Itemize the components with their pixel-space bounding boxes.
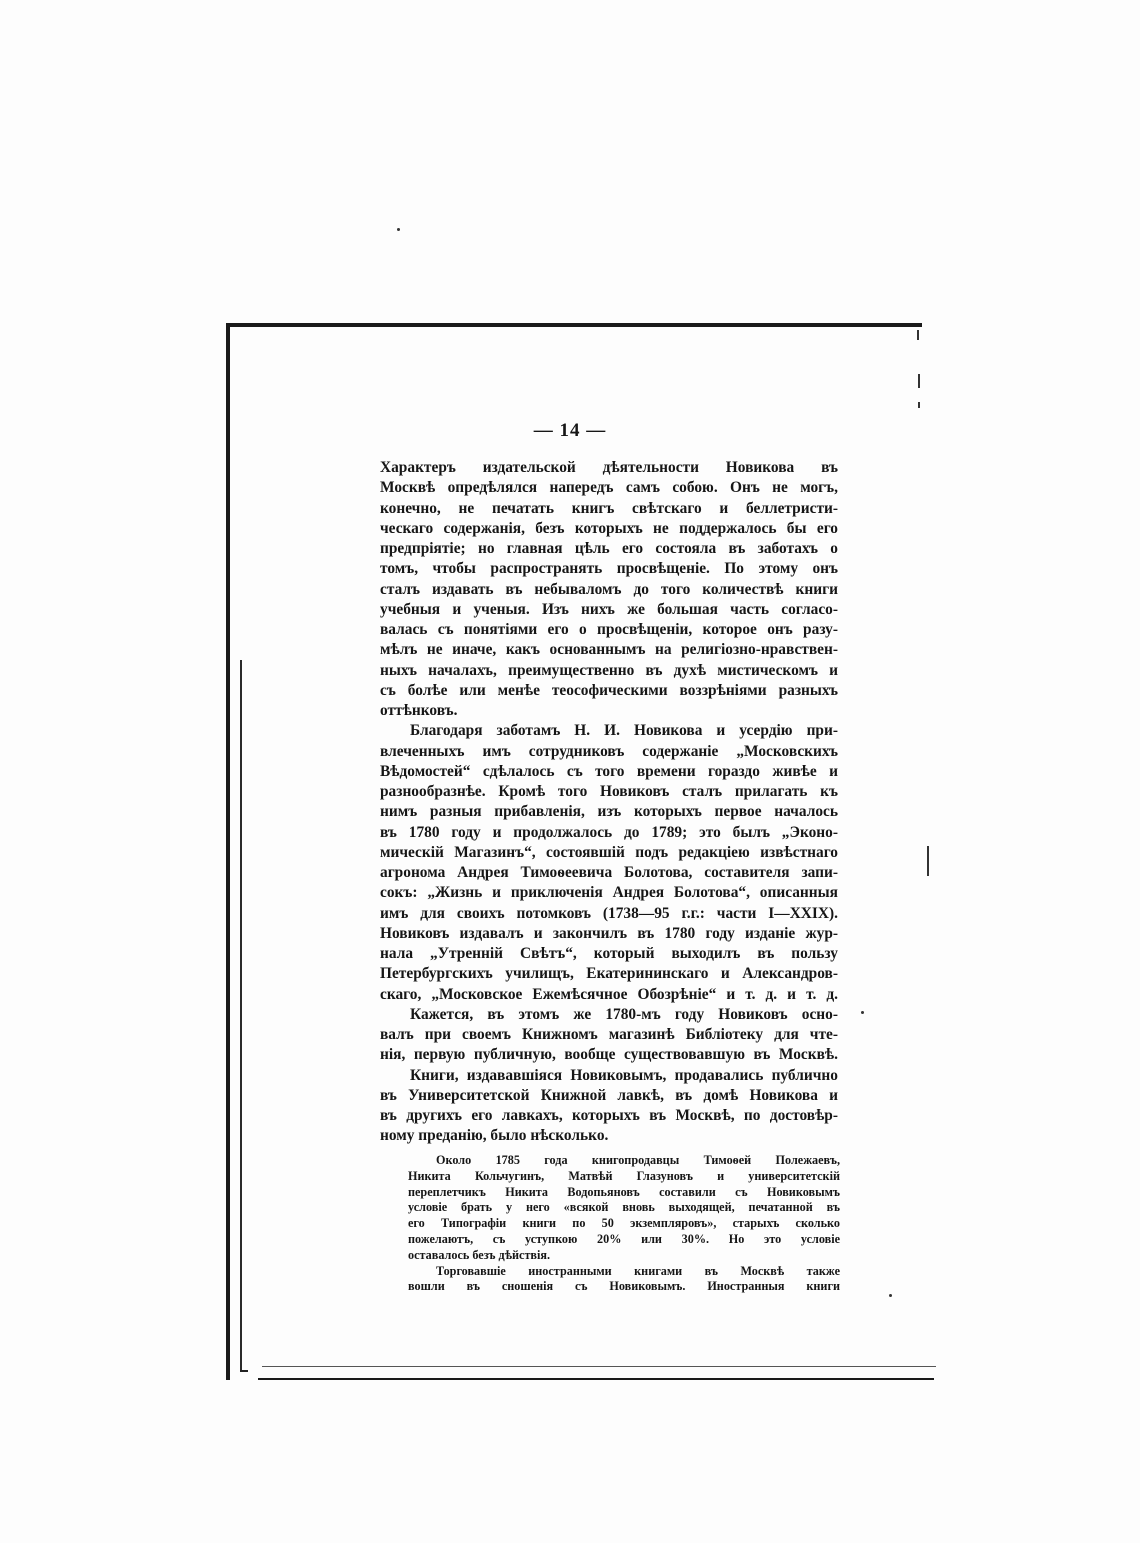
footnote-line: вошли въ сношенія съ Новиковымъ. Иностранныя книги <box>408 1279 840 1294</box>
paragraph <box>350 721 838 1005</box>
footnote <box>408 1153 840 1295</box>
text-line: въ 1780 году и продолжалось до 1789; это былъ „Эконо- <box>380 823 838 841</box>
text-line: агронома Андрея Тимоѳеевича Болотова, составителя запи- <box>380 864 838 881</box>
corner-mark <box>240 1370 248 1372</box>
page-frame-top <box>226 323 922 327</box>
paragraph <box>350 458 838 721</box>
text-line: скаго, „Московское Ежемѣсячное Обозрѣніе“ и т. д. и т. д. <box>380 985 838 1003</box>
text-line: Благодаря заботамъ Н. И. Новикова и усердію при- <box>410 722 838 740</box>
footnote-line: его Типографіи книги по 50 экземпляровъ», старыхъ сколько <box>408 1216 840 1231</box>
text-line: мическій Магазинъ“, состоявшій подъ редакціею извѣстнаго <box>380 843 838 861</box>
text-line: Новиковъ издавалъ и закончилъ въ 1780 году изданіе жур- <box>380 924 838 942</box>
speck <box>397 228 400 231</box>
text-line: учебныя и ученыя. Изъ нихъ же большая часть согласо- <box>380 600 838 618</box>
margin-mark <box>918 402 920 408</box>
text-line: разнообразнѣе. Кромѣ того Новиковъ сталъ прилагать къ <box>380 783 838 800</box>
text-line: сталъ издавать въ небываломъ до того количествѣ книги <box>380 580 838 598</box>
text-line: Москвѣ опредѣлялся напередъ самъ собою. Онъ не могъ, <box>380 479 838 497</box>
speck <box>861 1011 864 1014</box>
text-line: сокъ: „Жизнь и приключенія Андрея Болотова“, описанныя <box>380 884 838 902</box>
text-line: Кажется, въ этомъ же 1780-мъ году Новиковъ осно- <box>410 1005 838 1023</box>
text-line: ныхъ началахъ, преимущественно въ духѣ мистическомъ и <box>380 661 838 679</box>
text-line: нимъ разныя прибавленія, изъ которыхъ первое началось <box>380 803 838 821</box>
text-line: имъ для своихъ потомковъ (1738—95 г.г.: части I—XXIX). <box>380 904 838 922</box>
speck <box>889 1294 892 1297</box>
text-line: Вѣдомостей“ сдѣлалось съ того времени гораздо живѣе и <box>380 762 838 780</box>
page-number: — 14 — <box>533 420 607 441</box>
text-line: въ Университетской Книжной лавкѣ, въ домѣ Новикова и <box>380 1086 838 1104</box>
margin-mark <box>927 846 929 876</box>
text-line: предпріятіе; но главная цѣль его состояла въ заботахъ о <box>380 540 838 557</box>
footnote-line: Около 1785 года книгопродавцы Тимоѳей Полежаевъ, <box>436 1153 840 1167</box>
footnote-line: оставалось безъ дѣйствія. <box>408 1247 551 1262</box>
footnote-line: условіе брать у него «всякой вновь выходящей, печатанной въ <box>408 1200 840 1215</box>
footnote-line: переплетчикъ Никита Водопьяновъ составили съ Новиковымъ <box>408 1184 840 1199</box>
text-line: томъ, чтобы распространять просвѣщеніе. По этому онъ <box>380 560 838 578</box>
page-frame-left-inner <box>240 660 242 1372</box>
text-line: влеченныхъ имъ сотрудниковъ содержаніе „Московскихъ <box>380 742 838 760</box>
footnote-line: Торговавшіе иностранными книгами въ Москвѣ также <box>436 1263 840 1278</box>
text-line: валась съ понятіями его о просвѣщеніи, которое онъ разу- <box>380 621 838 638</box>
text-line: нія, первую публичную, вообще существовавшую въ Москвѣ. <box>380 1046 838 1064</box>
text-line: въ другихъ его лавкахъ, которыхъ въ Москвѣ, по достовѣр- <box>380 1107 838 1124</box>
text-line: съ болѣе или менѣе теософическими воззрѣніями разныхъ <box>380 681 838 699</box>
page-frame-bottom-inner <box>262 1366 936 1367</box>
page-frame-bottom <box>258 1378 934 1380</box>
text-line: нала „Утренній Свѣтъ“, который выходилъ въ пользу <box>380 945 838 962</box>
text-line: валъ при своемъ Книжномъ магазинѣ Библіотеку для чте- <box>380 1026 838 1043</box>
page-frame-left <box>226 323 230 1380</box>
text-line: оттѣнковъ. <box>380 702 458 719</box>
text-line: мѣлъ не иначе, какъ основаннымъ на религіозно-нравствен- <box>380 641 838 659</box>
text-line: Петербургскихъ училищъ, Екатерининскаго и Александров- <box>380 965 838 983</box>
text-line: конечно, не печатать книгъ свѣтскаго и беллетристи- <box>380 499 838 517</box>
text-line: ному преданію, было нѣсколько. <box>380 1127 609 1145</box>
margin-mark <box>918 374 920 388</box>
footnote-line: Никита Кольчугинъ, Матвѣй Глазуновъ и университетскій <box>408 1168 840 1183</box>
paragraph <box>350 1005 838 1066</box>
text-line: Характеръ издательской дѣятельности Новикова въ <box>380 459 838 476</box>
text-line: Книги, издававшіяся Новиковымъ, продавались публично <box>410 1066 838 1084</box>
footnote-line: пожелаютъ, съ уступкою 20% или 30%. Но это условіе <box>408 1231 840 1246</box>
paragraph <box>350 1066 838 1147</box>
text-line: ческаго содержанія, безъ которыхъ не поддержалось бы его <box>380 519 838 537</box>
body-text <box>350 458 838 1147</box>
margin-mark <box>917 330 919 340</box>
